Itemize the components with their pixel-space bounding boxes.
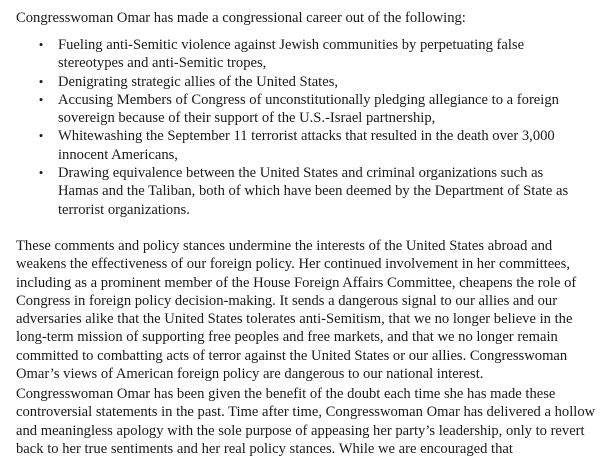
- bullet-marker: •: [38, 165, 44, 181]
- bullet-marker: •: [38, 91, 44, 107]
- bullet-text: Accusing Members of Congress of unconstitutionally pledging allegiance to a foreign sovereign because of their support of the U.S.-Israel partnership,: [58, 91, 559, 127]
- intro-line: Congresswoman Omar has made a congressional career out of the following:: [16, 10, 466, 26]
- bullet-text: Denigrating strategic allies of the United States,: [58, 73, 339, 90]
- bullet-item: [0, 73, 600, 91]
- bullet-item: [0, 164, 600, 219]
- bullet-text: Whitewashing the September 11 terrorist attacks that resulted in the death over 3,000 innocent Americans,: [58, 128, 555, 163]
- body-paragraph-2: Congresswoman Omar has been given the benefit of the doubt each time she has made these controversial statements in the past. Time after time, Congresswoman Omar has delivered a hollow and meaningless apology with the sole purpose of appeasing her party’s leadership, only to revert back to her true sentiments and her real policy stances. While we are encouraged that: [16, 386, 596, 457]
- bullet-item: [0, 91, 600, 128]
- bullet-marker: •: [38, 128, 44, 144]
- body-paragraph-1: These comments and policy stances undermine the interests of the United States abroad and weakens the effectiveness of our foreign policy. Her continued involvement in her committees, including as a prominent member of the House Foreign Affairs Committee, cheapens the role of Congress in foreign policy decision-making. It sends a dangerous signal to our allies and our adversaries alike that the United States tolerates anti-Semitism, that we no longer believe in the long-term mission of supporting free peoples and free markets, and that we no longer remain committed to combatting acts of terror against the United States or our allies. Congresswoman Omar’s views of American foreign policy are dangerous to our national interest.: [16, 238, 577, 383]
- bullet-text: Drawing equivalence between the United States and criminal organizations such as Hamas and the Taliban, both of which have been deemed by the Department of State as terrorist organizations.: [58, 165, 569, 218]
- bullet-item: [0, 127, 600, 164]
- bullet-marker: •: [38, 37, 44, 52]
- bullet-list: [0, 36, 600, 219]
- bullet-item: [0, 36, 600, 73]
- bullet-marker: •: [38, 73, 44, 89]
- bullet-text: Fueling anti-Semitic violence against Jewish communities by perpetuating false stereotypes and anti-Semitic tropes,: [58, 37, 525, 72]
